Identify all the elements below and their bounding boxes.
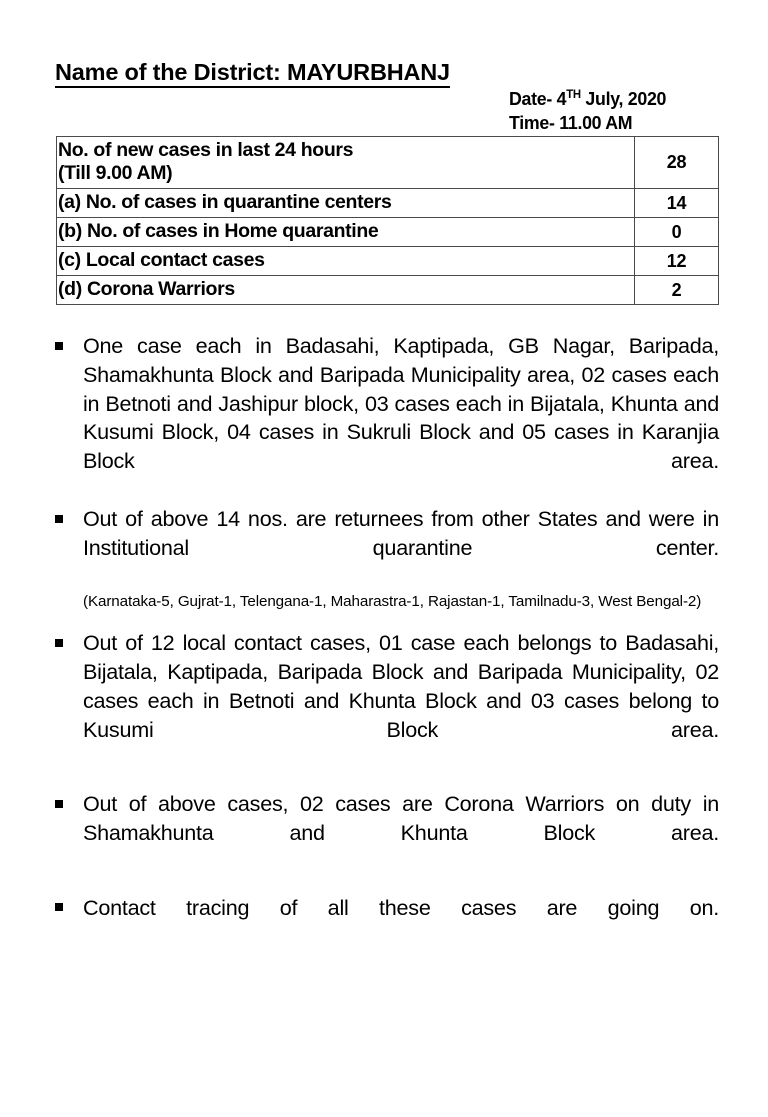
list-item-text: One case each in Badasahi, Kaptipada, GB Nagar, Baripada, Shamakhunta Block and Baripada Municipality area, 02 cases each in Betnoti and Jashipur block, 03 cases each in Bijatala, Khunta and Kusumi Block, 04 cases in Sukruli Block and 05 cases in Karanjia Block area. (83, 333, 719, 474)
row-label (57, 276, 635, 305)
time-line: Time- 11.00 AM (509, 112, 633, 134)
table-row (57, 218, 719, 247)
document-header (0, 0, 768, 134)
list-item (55, 790, 719, 876)
row-label-text: Local contact cases (85, 249, 265, 271)
date-line (509, 87, 666, 111)
list-item-text: Out of above cases, 02 cases are Corona Warriors on duty in Shamakhunta and Khunta Block area. (83, 791, 719, 845)
list-item (55, 629, 719, 773)
row-label (57, 247, 635, 276)
list-item (55, 505, 719, 612)
table-row (57, 276, 719, 305)
row-label (57, 189, 635, 218)
date-time-block (509, 87, 666, 136)
row-prefix: (d) (58, 278, 82, 300)
list-item-text: Out of above 14 nos. are returnees from other States and were in Institutional quarantine center. (83, 505, 719, 560)
row-prefix: (c) (58, 249, 81, 271)
page-title: Name of the District: MAYURBHANJ (55, 60, 450, 88)
row-label-line-2: (Till 9.00 AM) (58, 162, 173, 184)
list-item (55, 894, 719, 952)
row-label-line-1: No. of new cases in last 24 hours (58, 139, 354, 161)
list-item-note: (Karnataka-5, Gujrat-1, Telengana-1, Maharastra-1, Rajastan-1, Tamilnadu-3, West Bengal-2) (83, 593, 702, 611)
notes-bullet-list (55, 332, 719, 951)
date-suffix: July, 2020 (580, 88, 667, 109)
row-label-text: Corona Warriors (86, 278, 235, 300)
row-prefix: (a) (58, 191, 81, 213)
row-value: 12 (635, 247, 719, 276)
square-bullet-icon (55, 800, 63, 808)
row-label-text: No. of cases in Home quarantine (86, 220, 379, 242)
row-label-text: No. of cases in quarantine centers (85, 191, 392, 213)
row-label (57, 137, 635, 189)
row-value: 28 (635, 137, 719, 189)
list-item (55, 332, 719, 505)
table-row (57, 137, 719, 189)
square-bullet-icon (55, 639, 63, 647)
row-value: 14 (635, 189, 719, 218)
table-row (57, 247, 719, 276)
table-row (57, 189, 719, 218)
table-body (57, 137, 719, 305)
case-summary-table (56, 136, 719, 305)
row-label (57, 218, 635, 247)
date-prefix: Date- 4 (509, 88, 567, 109)
list-item-text: Out of 12 local contact cases, 01 case each belongs to Badasahi, Bijatala, Kaptipada, Baripada Block and Baripada Municipality, 02 cases each in Betnoti and Khunta Block and 03 cases belong to Kusumi Block area. (83, 630, 719, 742)
row-value: 0 (635, 218, 719, 247)
date-ordinal-suffix: TH (566, 86, 581, 101)
square-bullet-icon (55, 903, 63, 911)
square-bullet-icon (55, 515, 63, 523)
list-item-text: Contact tracing of all these cases are going on. (83, 894, 719, 920)
row-prefix: (b) (58, 220, 82, 242)
row-value: 2 (635, 276, 719, 305)
square-bullet-icon (55, 342, 63, 350)
